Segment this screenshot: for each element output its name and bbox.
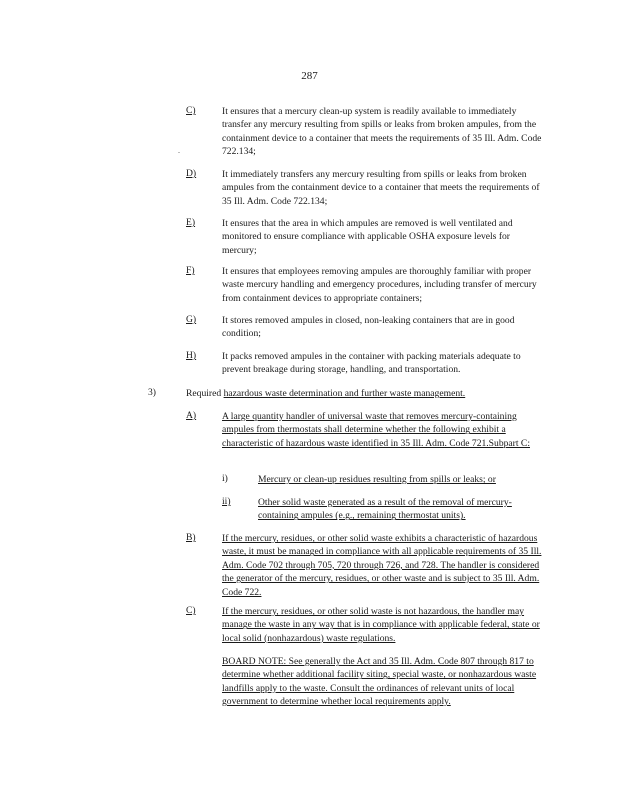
section-heading xyxy=(186,387,546,400)
item-text: It ensures that employees removing ampules are thoroughly familiar with proper waste mercury handling and emergency procedures, including transfer of mercury from containment devices to appropriate containers; xyxy=(222,266,537,304)
section-number: 3) xyxy=(148,387,156,398)
item-label: ii) xyxy=(222,496,231,507)
section-heading-lead: Required xyxy=(186,388,224,399)
item-label: E) xyxy=(186,217,196,228)
item-label: C) xyxy=(186,605,196,616)
item-text: It ensures that the area in which ampules are removed is well ventilated and monitored to ensure compliance with applicable OSHA exposure levels for mercury; xyxy=(222,218,513,256)
item-text: It packs removed ampules in the container with packing materials adequate to prevent breakage during storage, handling, and transportation. xyxy=(222,351,521,376)
item-label: H) xyxy=(186,350,197,361)
item-text: It immediately transfers any mercury resulting from spills or leaks from broken ampules from the containment device to a container that meets the requirements of 35 Ill. Adm. Code 722.134; xyxy=(222,169,540,207)
item-label: G) xyxy=(186,314,197,325)
item-text: If the mercury, residues, or other solid waste is not hazardous, the handler may manage the waste in any way that is in compliance with applicable federal, state or local solid (nonhazardous) waste regulations. xyxy=(222,606,540,644)
item-text: If the mercury, residues, or other solid waste exhibits a characteristic of hazardous waste, it must be managed in compliance with all applicable requirements of 35 Ill. Adm. Code 702 through 705, 720 through 726, and 728. The handler is considered the generator of the mercury, residues, or other waste and is subject to 35 Ill. Adm. Code 722. xyxy=(222,533,542,598)
item-label: i) xyxy=(222,473,228,484)
item-label: F) xyxy=(186,265,195,276)
item-text: Other solid waste generated as a result of the removal of mercury-containing ampules (e.g., remaining thermostat units). xyxy=(258,497,512,522)
item-label: A) xyxy=(186,410,197,421)
item-label: D) xyxy=(186,168,197,179)
margin-mark: . xyxy=(178,146,180,155)
item-text: Mercury or clean-up residues resulting from spills or leaks; or xyxy=(258,474,496,485)
section-heading-underlined: hazardous waste determination and further waste management. xyxy=(223,388,466,399)
item-label: C) xyxy=(186,105,196,116)
page-number: 287 xyxy=(301,70,318,82)
item-text: It ensures that a mercury clean-up system is readily available to immediately transfer any mercury resulting from spills or leaks from broken ampules, from the containment device to a container that meets the requirements of 35 Ill. Adm. Code 722.134; xyxy=(222,106,542,158)
item-text: A large quantity handler of universal waste that removes mercury-containing ampules from thermostats shall determine whether the following exhibit a characteristic of hazardous waste identified in 35 Ill. Adm. Code 721.Subpart C: xyxy=(222,411,530,449)
board-note: BOARD NOTE: See generally the Act and 35 Ill. Adm. Code 807 through 817 to determine whether additional facility siting, special waste, or nonhazardous waste landfills apply to the waste. Consult the ordinances of relevant units of local government to determine whether local requirements apply. xyxy=(222,656,537,708)
item-label: B) xyxy=(186,532,196,543)
item-text: It stores removed ampules in closed, non-leaking containers that are in good condition; xyxy=(222,315,515,340)
